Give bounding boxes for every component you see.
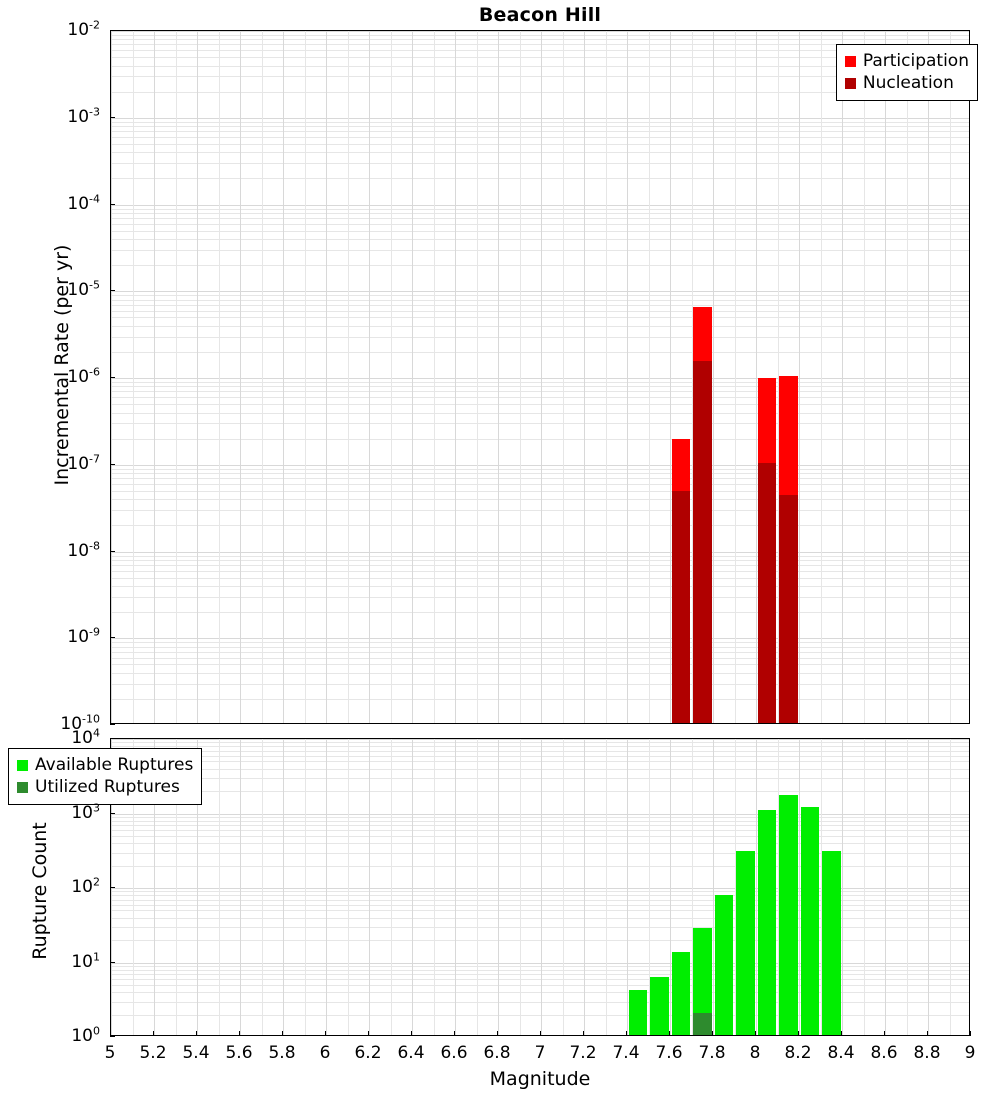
y-tick-label-top: $10^{-5}$ — [67, 278, 100, 301]
gridline-vertical — [434, 739, 435, 1035]
bar-available-ruptures — [715, 895, 734, 1035]
bar-nucleation — [672, 491, 691, 723]
x-tick-label: 9 — [964, 1043, 976, 1063]
x-tick-label: 7.6 — [655, 1043, 683, 1063]
tick-mark — [110, 724, 115, 725]
gridline-vertical — [563, 31, 564, 723]
legend-label: Nucleation — [862, 73, 954, 93]
legend-label: Utilized Ruptures — [35, 777, 180, 797]
tick-mark — [755, 1031, 756, 1036]
gridline-vertical — [455, 739, 456, 1035]
tick-mark — [626, 1031, 627, 1036]
gridline-vertical — [842, 739, 843, 1035]
gridline-vertical — [283, 31, 284, 723]
legend-swatch-nucleation — [845, 78, 856, 89]
tick-mark — [110, 637, 115, 638]
x-tick-label: 6.4 — [397, 1043, 425, 1063]
bar-nucleation — [779, 495, 798, 723]
y-tick-label-bottom: $10^1$ — [71, 949, 100, 972]
gridline-vertical — [262, 739, 263, 1035]
tick-mark — [110, 738, 115, 739]
gridline-vertical — [240, 739, 241, 1035]
gridline-vertical — [412, 739, 413, 1035]
tick-mark — [239, 1031, 240, 1036]
gridline-vertical — [713, 31, 714, 723]
bar-available-ruptures — [822, 851, 841, 1036]
gridline-vertical — [928, 739, 929, 1035]
tick-mark — [196, 1031, 197, 1036]
gridline-vertical — [584, 31, 585, 723]
x-tick-label: 5.6 — [225, 1043, 253, 1063]
gridline-vertical — [885, 31, 886, 723]
gridline-vertical — [864, 739, 865, 1035]
gridline-vertical — [541, 31, 542, 723]
bar-nucleation — [693, 361, 712, 723]
legend-swatch-available-ruptures — [17, 760, 28, 771]
gridline-vertical — [520, 739, 521, 1035]
x-tick-label: 6.2 — [354, 1043, 382, 1063]
tick-mark — [798, 1031, 799, 1036]
gridline-vertical — [219, 31, 220, 723]
gridline-vertical — [197, 31, 198, 723]
gridline-vertical — [477, 31, 478, 723]
tick-mark — [497, 1031, 498, 1036]
gridline-vertical — [219, 739, 220, 1035]
gridline-vertical — [821, 31, 822, 723]
y-tick-label-top: $10^{-3}$ — [67, 105, 100, 127]
y-tick-label-top: $10^{-9}$ — [67, 625, 100, 648]
incremental-rate-plot — [110, 30, 970, 724]
bar-available-ruptures — [779, 795, 798, 1035]
gridline-vertical — [455, 31, 456, 723]
gridline-vertical — [412, 31, 413, 723]
tick-mark — [970, 1031, 971, 1036]
tick-mark — [454, 1031, 455, 1036]
tick-mark — [540, 1031, 541, 1036]
gridline-vertical — [305, 739, 306, 1035]
gridline-vertical — [541, 739, 542, 1035]
y-tick-label-bottom: $10^4$ — [71, 726, 100, 748]
legend-item — [17, 754, 193, 776]
gridline-vertical — [520, 31, 521, 723]
tick-mark — [110, 1031, 111, 1036]
x-tick-label: 6.6 — [440, 1043, 468, 1063]
y-tick-label-top: $10^{-7}$ — [67, 452, 100, 474]
gridline-vertical — [262, 31, 263, 723]
tick-mark — [583, 1031, 584, 1036]
tick-mark — [110, 551, 115, 552]
x-tick-label: 8.2 — [784, 1043, 812, 1063]
x-tick-label: 8.6 — [870, 1043, 898, 1063]
tick-mark — [110, 813, 115, 814]
gridline-vertical — [907, 31, 908, 723]
tick-mark — [368, 1031, 369, 1036]
gridline-vertical — [950, 31, 951, 723]
gridline-vertical — [606, 31, 607, 723]
gridline-vertical — [498, 739, 499, 1035]
legend-item — [845, 72, 969, 94]
legend-swatch-participation — [845, 56, 856, 67]
tick-mark — [153, 1031, 154, 1036]
gridline-vertical — [735, 31, 736, 723]
tick-mark — [669, 1031, 670, 1036]
y-tick-label-bottom: $10^2$ — [71, 875, 100, 897]
bar-nucleation — [758, 463, 777, 723]
tick-mark — [841, 1031, 842, 1036]
y-tick-label-top: $10^{-10}$ — [60, 712, 100, 734]
gridline-vertical — [649, 31, 650, 723]
legend-rupture-count — [8, 748, 202, 805]
tick-mark — [927, 1031, 928, 1036]
x-tick-label: 5.4 — [182, 1043, 210, 1063]
bar-available-ruptures — [650, 977, 669, 1035]
legend-item — [845, 50, 969, 72]
legend-swatch-utilized-ruptures — [17, 782, 28, 793]
tick-mark — [110, 117, 115, 118]
x-tick-label: 5.2 — [139, 1043, 167, 1063]
gridline-vertical — [434, 31, 435, 723]
tick-mark — [110, 887, 115, 888]
gridline-vertical — [391, 31, 392, 723]
tick-mark — [110, 204, 115, 205]
tick-mark — [884, 1031, 885, 1036]
gridline-vertical — [584, 739, 585, 1035]
gridline-vertical — [498, 31, 499, 723]
x-tick-label: 8 — [749, 1043, 761, 1063]
y-axis-label-top: Incremental Rate (per yr) — [51, 244, 73, 486]
y-tick-label-top: $10^{-4}$ — [67, 191, 100, 214]
x-tick-label: 8.8 — [913, 1043, 941, 1063]
y-tick-label-top: $10^{-2}$ — [67, 18, 100, 40]
gridline-vertical — [928, 31, 929, 723]
gridline-vertical — [240, 31, 241, 723]
gridline-vertical — [799, 31, 800, 723]
x-tick-label: 7.8 — [698, 1043, 726, 1063]
gridline-vertical — [563, 739, 564, 1035]
x-axis-label: Magnitude — [489, 1068, 591, 1090]
tick-mark — [282, 1031, 283, 1036]
x-tick-label: 7.4 — [612, 1043, 640, 1063]
bar-available-ruptures — [736, 851, 755, 1036]
bar-utilized-ruptures — [693, 1013, 712, 1035]
gridline-vertical — [885, 739, 886, 1035]
y-axis-label-bottom: Rupture Count — [29, 822, 51, 960]
gridline-vertical — [326, 31, 327, 723]
gridline-vertical — [326, 739, 327, 1035]
bar-available-ruptures — [801, 807, 820, 1035]
legend-incremental-rate — [836, 44, 978, 101]
x-tick-label: 6.8 — [483, 1043, 511, 1063]
legend-item — [17, 776, 193, 798]
tick-mark — [110, 377, 115, 378]
tick-mark — [110, 290, 115, 291]
bar-available-ruptures — [758, 810, 777, 1035]
y-tick-label-bottom: $10^0$ — [71, 1024, 100, 1046]
bar-available-ruptures — [672, 952, 691, 1035]
tick-mark — [110, 962, 115, 963]
gridline-vertical — [627, 31, 628, 723]
bar-available-ruptures — [629, 990, 648, 1035]
y-tick-label-top: $10^{-6}$ — [67, 365, 100, 387]
gridline-vertical — [154, 31, 155, 723]
tick-mark — [110, 30, 115, 31]
gridline-vertical — [348, 31, 349, 723]
tick-mark — [712, 1031, 713, 1036]
gridline-vertical — [950, 739, 951, 1035]
tick-mark — [110, 464, 115, 465]
x-tick-label: 8.4 — [827, 1043, 855, 1063]
gridline-vertical — [864, 31, 865, 723]
gridline-vertical — [133, 31, 134, 723]
tick-mark — [110, 1036, 115, 1037]
y-tick-label-top: $10^{-8}$ — [67, 538, 100, 561]
gridline-vertical — [369, 31, 370, 723]
page-title: Beacon Hill — [478, 4, 602, 26]
x-tick-label: 7.2 — [569, 1043, 597, 1063]
gridline-vertical — [176, 31, 177, 723]
x-tick-label: 6 — [319, 1043, 331, 1063]
gridline-vertical — [606, 739, 607, 1035]
gridline-vertical — [305, 31, 306, 723]
x-tick-label: 5.8 — [268, 1043, 296, 1063]
gridline-vertical — [842, 31, 843, 723]
y-tick-label-bottom: $10^3$ — [71, 800, 100, 823]
x-tick-label: 7 — [534, 1043, 546, 1063]
gridline-vertical — [907, 739, 908, 1035]
legend-label: Available Ruptures — [35, 755, 194, 775]
tick-mark — [411, 1031, 412, 1036]
rupture-count-plot — [110, 738, 970, 1036]
gridline-vertical — [477, 739, 478, 1035]
gridline-vertical — [283, 739, 284, 1035]
gridline-vertical — [391, 739, 392, 1035]
legend-label: Participation — [862, 51, 969, 71]
tick-mark — [325, 1031, 326, 1036]
x-tick-label: 5 — [104, 1043, 116, 1063]
gridline-vertical — [369, 739, 370, 1035]
gridline-vertical — [348, 739, 349, 1035]
